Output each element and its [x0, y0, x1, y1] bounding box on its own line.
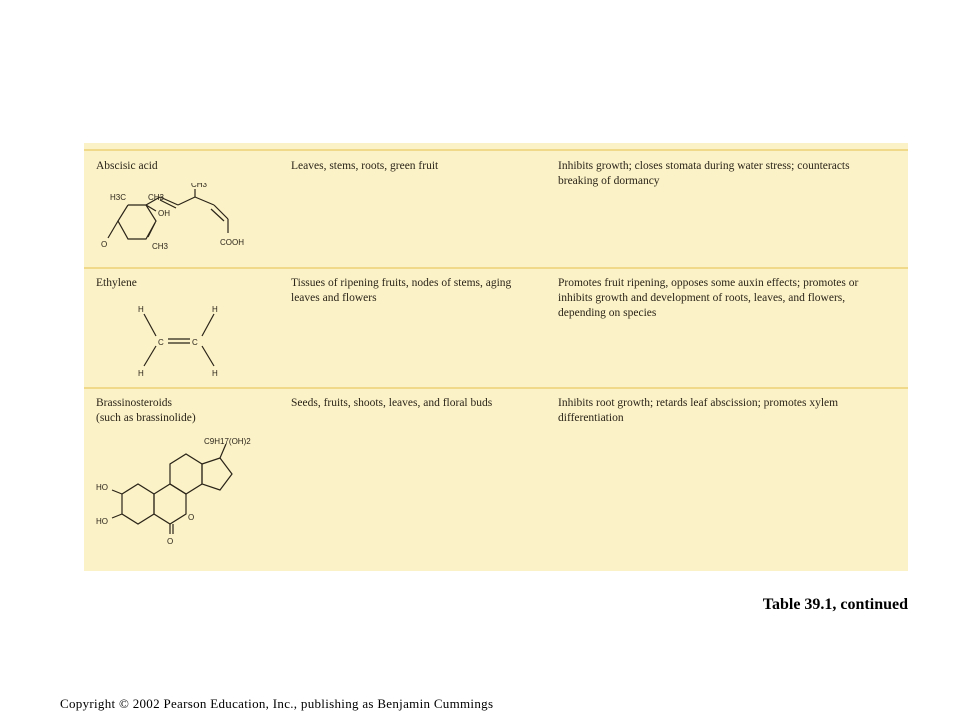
oxygen-label: O [101, 240, 108, 249]
brassinolide-structure [94, 436, 274, 561]
table-row-brassinosteroids [84, 388, 908, 571]
table-caption: Table 39.1, continued [762, 596, 908, 613]
side-chain-label: C9H17(OH)2 [204, 437, 251, 446]
hormone-functions: Inhibits growth; closes stomata during water stress; counteracts breaking of dormancy [558, 160, 850, 187]
carbon-label: C [158, 338, 164, 347]
hormone-functions: Promotes fruit ripening, opposes some auxin effects; promotes or inhibits growth and development of roots, leaves, and flowers, depending on species [558, 277, 859, 319]
production-site: Tissues of ripening fruits, nodes of stems, aging leaves and flowers [291, 277, 512, 304]
h3c-label: H3C [110, 193, 127, 202]
hormone-table [84, 143, 908, 571]
carbon-label: C [192, 338, 198, 347]
oxygen-label: O [188, 513, 195, 522]
hydroxyl-label: HO [96, 483, 108, 492]
hydrogen-label: H [212, 305, 218, 314]
copyright-notice: Copyright © 2002 Pearson Education, Inc., publishing as Benjamin Cummings [60, 696, 494, 711]
hormone-name: Ethylene [96, 277, 137, 289]
production-site: Leaves, stems, roots, green fruit [291, 160, 439, 172]
cooh-label: COOH [220, 238, 244, 247]
ch3-label: CH3 [191, 183, 208, 189]
hydrogen-label: H [138, 305, 144, 314]
abscisic-acid-structure [98, 183, 258, 263]
hormone-name: Brassinosteroids (such as brassinolide) [96, 397, 196, 424]
hormone-name: Abscisic acid [96, 160, 158, 172]
oh-label: OH [158, 209, 170, 218]
table-row-ethylene [84, 268, 908, 388]
hydroxyl-label: HO [96, 517, 108, 526]
hydrogen-label: H [212, 369, 218, 378]
table-row-abscisic-acid [84, 143, 908, 268]
production-site: Seeds, fruits, shoots, leaves, and floral buds [291, 397, 493, 409]
oxygen-label: O [167, 537, 174, 546]
ch3-label: CH3 [148, 193, 165, 202]
hormone-functions: Inhibits root growth; retards leaf abscission; promotes xylem differentiation [558, 397, 839, 424]
hydrogen-label: H [138, 369, 144, 378]
ch3-label: CH3 [152, 242, 169, 251]
ethylene-structure [124, 302, 234, 380]
